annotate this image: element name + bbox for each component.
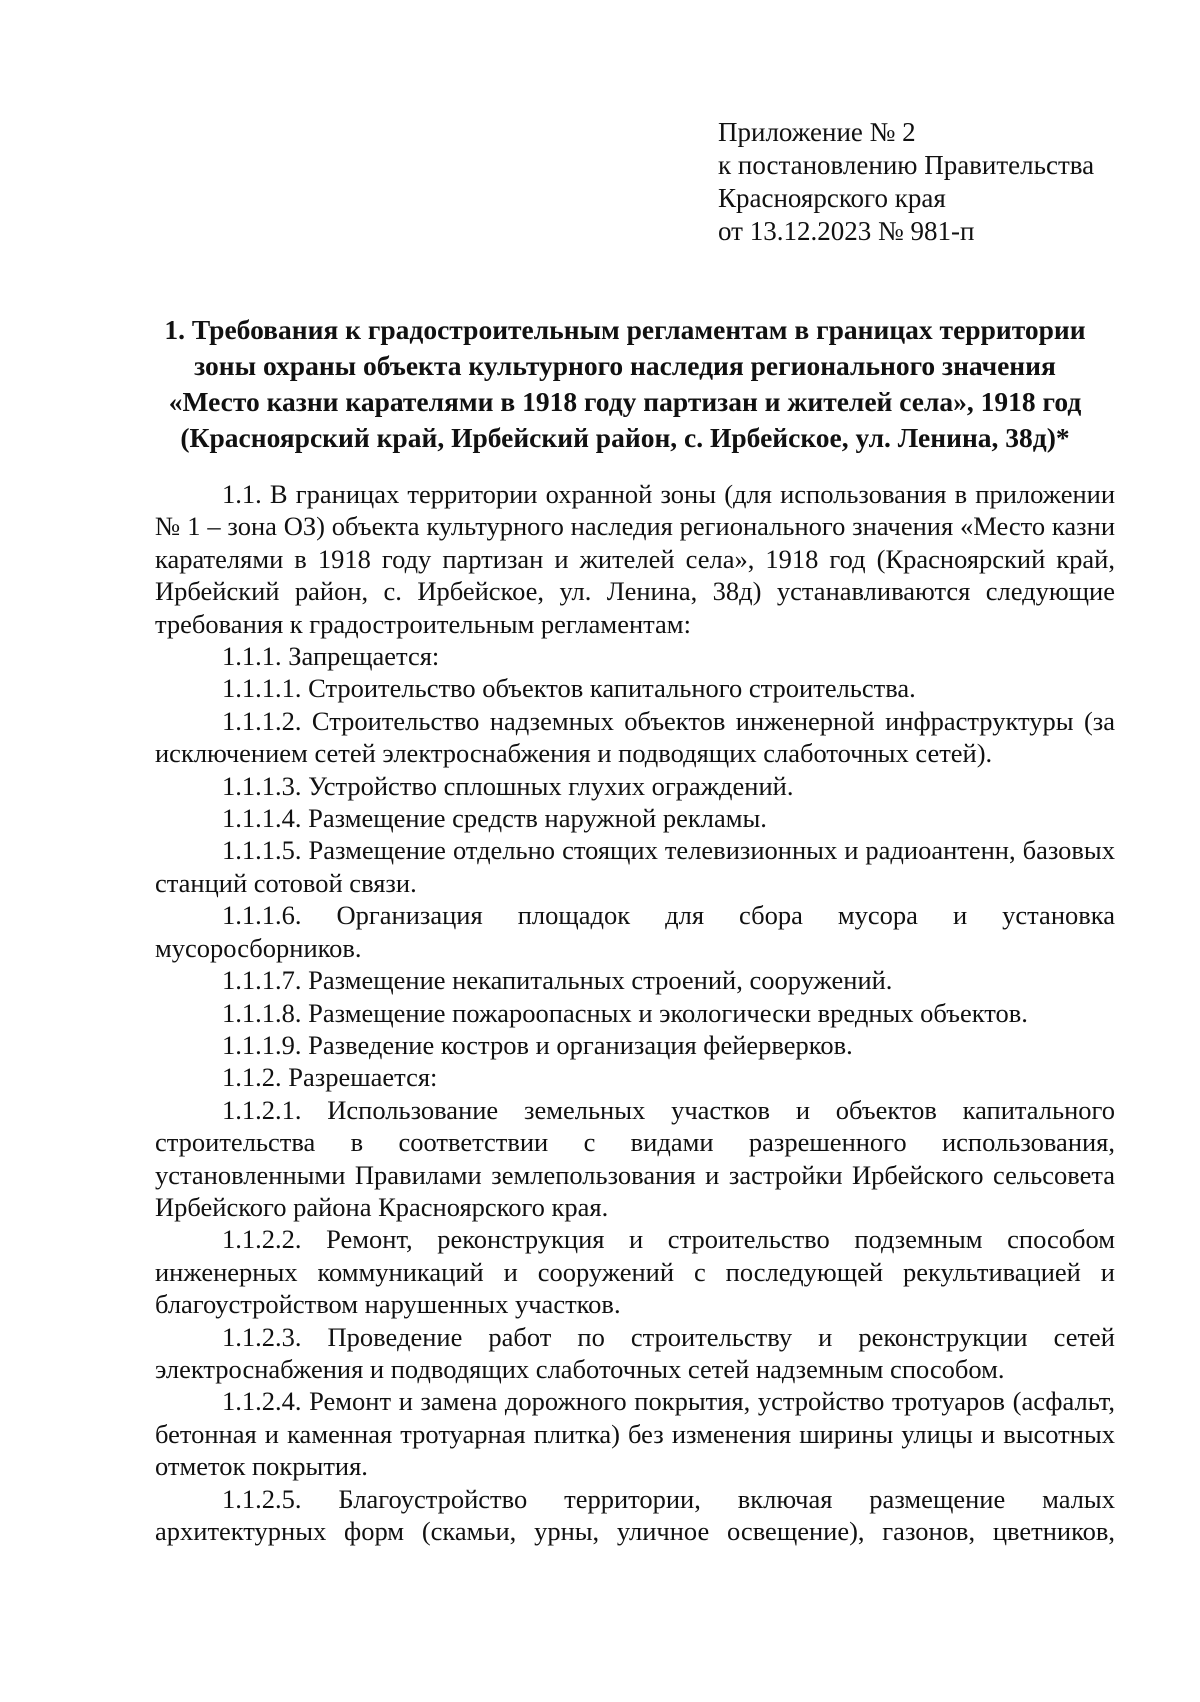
paragraph: 1.1.2.4. Ремонт и замена дорожного покрытия, устройство тротуаров (асфальт, бетонная и каменная тротуарная плитка) без изменения ширины улицы и высотных отметок покрытия. xyxy=(155,1386,1115,1482)
paragraph: 1.1.2.2. Ремонт, реконструкция и строительство подземным способом инженерных коммуникаций и сооружений с последующей рекультивацией и благоустройством нарушенных участков. xyxy=(155,1224,1115,1320)
title-line: зоны охраны объекта культурного наследия регионального значения xyxy=(194,350,1056,381)
paragraph: 1.1.1.9. Разведение костров и организация фейерверков. xyxy=(222,1029,853,1060)
paragraph: 1.1.2.1. Использование земельных участков и объектов капитального строительства в соответствии с видами разрешенного использования, установленными Правилами землепользования и застройки Ирбейского сельсовета Ирбейского района Красноярского края. xyxy=(155,1094,1115,1222)
section-title xyxy=(150,312,1100,456)
paragraph: 1.1.1.4. Размещение средств наружной рекламы. xyxy=(222,803,767,834)
paragraph: 1.1.1.1. Строительство объектов капитального строительства. xyxy=(222,673,916,704)
appendix-line: Красноярского края xyxy=(718,183,946,213)
appendix-line: Приложение № 2 xyxy=(718,117,916,147)
appendix-line: от 13.12.2023 № 981-п xyxy=(718,216,975,246)
paragraph: 1.1.2. Разрешается: xyxy=(222,1062,438,1093)
paragraph: 1.1. В границах территории охранной зоны (для использования в приложении № 1 – зона ОЗ) объекта культурного наследия регионального значения «Место казни карателями в 1918 году партизан и жителей села», 1918 год (Красноярский край, Ирбейский район, с. Ирбейское, ул. Ленина, 38д) устанавливаются следующие требования к градостроительным регламентам: xyxy=(155,479,1115,639)
paragraph: 1.1.1.3. Устройство сплошных глухих ограждений. xyxy=(222,770,794,801)
paragraph: 1.1.1. Запрещается: xyxy=(222,641,440,672)
paragraph: 1.1.1.8. Размещение пожароопасных и экологически вредных объектов. xyxy=(222,997,1028,1028)
paragraph: 1.1.2.5. Благоустройство территории, включая размещение малых архитектурных форм (скамьи, урны, уличное освещение), газонов, цветников, xyxy=(155,1483,1115,1546)
paragraph: 1.1.1.2. Строительство надземных объектов инженерной инфраструктуры (за исключением сетей электроснабжения и подводящих слаботочных сетей). xyxy=(155,705,1115,769)
appendix-line: к постановлению Правительства xyxy=(718,150,1095,180)
paragraph: 1.1.1.7. Размещение некапитальных строений, сооружений. xyxy=(222,965,893,996)
paragraph: 1.1.1.5. Размещение отдельно стоящих телевизионных и радиоантенн, базовых станций сотовой связи. xyxy=(155,835,1115,898)
paragraph: 1.1.2.3. Проведение работ по строительству и реконструкции сетей электроснабжения и подводящих слаботочных сетей надземным способом. xyxy=(155,1321,1115,1384)
paragraph: 1.1.1.6. Организация площадок для сбора мусора и установка мусоросборников. xyxy=(155,900,1115,963)
title-line: (Красноярский край, Ирбейский район, с. Ирбейское, ул. Ленина, 38д)* xyxy=(180,422,1070,453)
appendix-header xyxy=(718,116,1094,248)
document-body xyxy=(155,478,1115,1547)
title-line: 1. Требования к градостроительным регламентам в границах территории xyxy=(164,314,1086,345)
title-line: «Место казни карателями в 1918 году партизан и жителей села», 1918 год xyxy=(168,386,1082,417)
